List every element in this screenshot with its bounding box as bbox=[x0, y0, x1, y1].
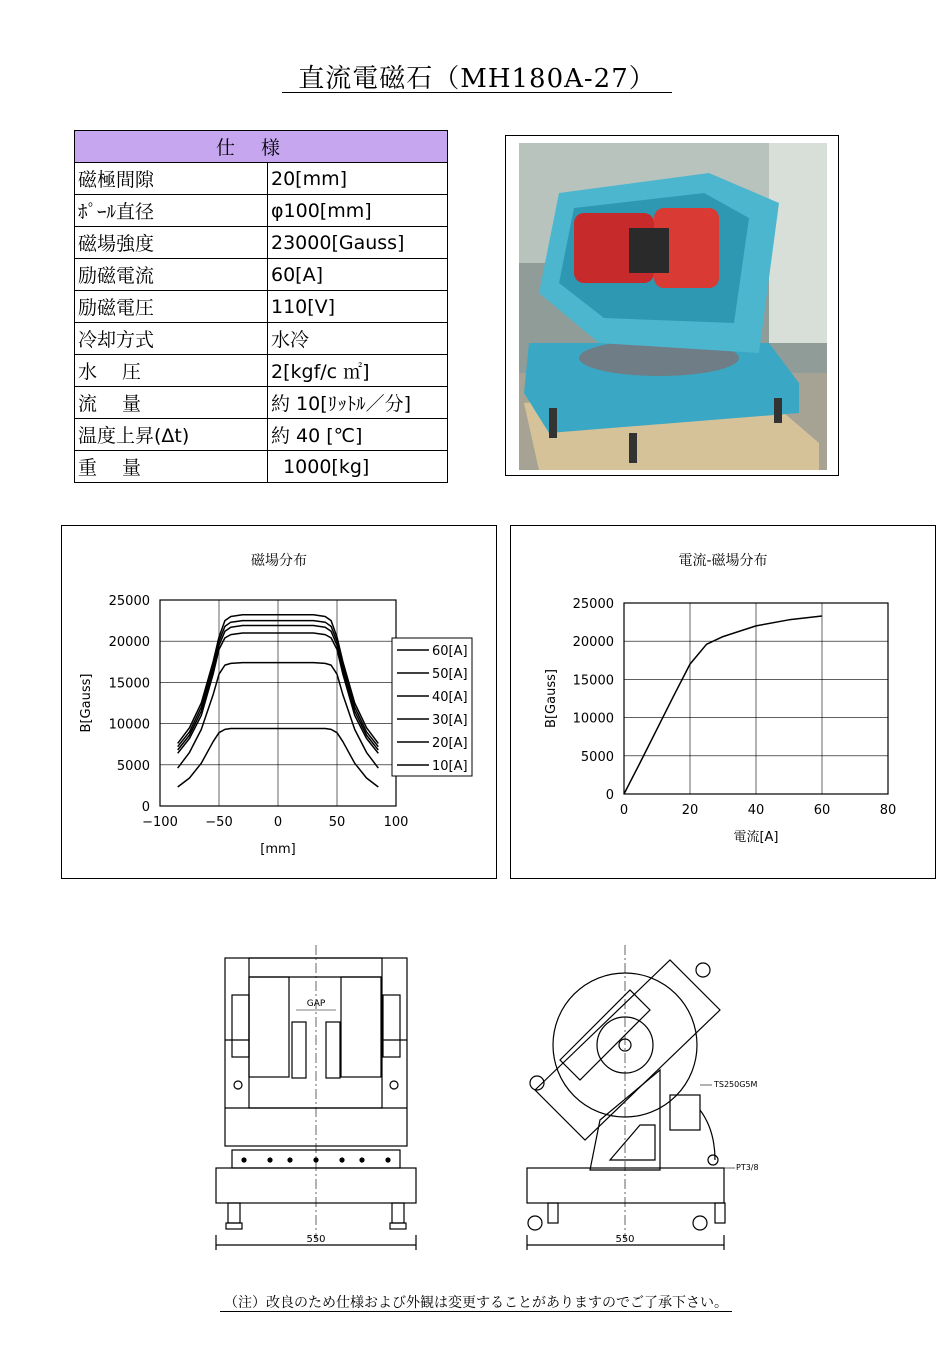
legend-label: 50[A] bbox=[432, 667, 468, 682]
spec-row bbox=[75, 323, 448, 355]
spec-row bbox=[75, 227, 448, 259]
spec-row bbox=[75, 163, 448, 195]
x-tick-label: −50 bbox=[205, 815, 233, 830]
spec-header: 仕様 bbox=[75, 131, 448, 163]
y-axis-label: B[Gauss] bbox=[79, 673, 94, 733]
technical-drawing bbox=[0, 940, 952, 1270]
y-tick-label: 5000 bbox=[580, 749, 614, 765]
current-field-chart bbox=[510, 525, 936, 879]
chart-1-svg bbox=[62, 526, 495, 877]
x-tick-label: 20 bbox=[681, 803, 699, 818]
series-line bbox=[624, 616, 822, 794]
callout-ts: TS250G5M bbox=[714, 1080, 758, 1089]
y-tick-label: 10000 bbox=[572, 711, 614, 727]
spec-value: 60[A] bbox=[268, 259, 448, 291]
y-axis-label: B[Gauss] bbox=[544, 669, 559, 728]
spec-value: 水冷 bbox=[268, 323, 448, 355]
legend-label: 30[A] bbox=[432, 713, 468, 728]
y-tick-label: 15000 bbox=[108, 676, 150, 692]
y-tick-label: 25000 bbox=[108, 594, 150, 609]
chart-title: 磁場分布 bbox=[251, 553, 307, 569]
spec-row bbox=[75, 291, 448, 323]
side-dimension: 550 bbox=[615, 1234, 635, 1245]
footnote bbox=[0, 1292, 952, 1312]
spec-key: 水 圧 bbox=[75, 355, 268, 387]
spec-key: 重 量 bbox=[75, 451, 268, 483]
spec-key: 流 量 bbox=[75, 387, 268, 419]
x-tick-label: 0 bbox=[273, 815, 283, 830]
spec-value: 110[V] bbox=[268, 291, 448, 323]
spec-value: 2[kgf/c ㎡] bbox=[268, 355, 448, 387]
spec-key: 励磁電圧 bbox=[75, 291, 268, 323]
spec-key: 冷却方式 bbox=[75, 323, 268, 355]
spec-value: 1000[kg] bbox=[268, 451, 448, 483]
x-axis-label: 電流[A] bbox=[733, 830, 779, 845]
y-tick-label: 25000 bbox=[572, 597, 614, 612]
spec-row bbox=[75, 387, 448, 419]
footnote-text: （注）改良のため仕様および外観は変更することがありますのでご了承下さい。 bbox=[220, 1295, 732, 1312]
y-tick-label: 10000 bbox=[108, 717, 150, 733]
y-tick-label: 0 bbox=[141, 800, 150, 815]
x-tick-label: 50 bbox=[328, 815, 346, 830]
x-tick-label: 100 bbox=[383, 815, 409, 830]
x-tick-label: 40 bbox=[747, 803, 765, 818]
legend-label: 60[A] bbox=[432, 644, 468, 659]
spec-value: 23000[Gauss] bbox=[268, 227, 448, 259]
spec-value: 約 40 [℃] bbox=[268, 419, 448, 451]
x-tick-label: 0 bbox=[619, 803, 629, 818]
y-tick-label: 20000 bbox=[108, 635, 150, 651]
spec-key: ﾎﾟｰﾙ直径 bbox=[75, 195, 268, 227]
spec-row bbox=[75, 259, 448, 291]
y-tick-label: 15000 bbox=[572, 673, 614, 689]
spec-value: 約 10[ﾘｯﾄﾙ／分] bbox=[268, 387, 448, 419]
legend-label: 20[A] bbox=[432, 736, 468, 751]
chart-title: 電流-磁場分布 bbox=[678, 553, 768, 569]
side-view bbox=[527, 945, 735, 1250]
spec-row bbox=[75, 451, 448, 483]
spec-row bbox=[75, 195, 448, 227]
spec-table bbox=[74, 130, 448, 483]
x-tick-label: 80 bbox=[879, 803, 897, 818]
legend-label: 10[A] bbox=[432, 759, 468, 774]
spec-key: 磁場強度 bbox=[75, 227, 268, 259]
x-tick-label: 60 bbox=[813, 803, 831, 818]
y-tick-label: 5000 bbox=[116, 758, 150, 774]
y-tick-label: 0 bbox=[605, 788, 614, 803]
chart-2-svg bbox=[511, 526, 934, 877]
spec-row bbox=[75, 419, 448, 451]
page-title: 直流電磁石（MH180A-27） bbox=[282, 58, 672, 93]
electromagnet-photo bbox=[519, 143, 827, 470]
spec-key: 磁極間隙 bbox=[75, 163, 268, 195]
gap-label: GAP bbox=[306, 999, 326, 1009]
spec-row bbox=[75, 355, 448, 387]
x-tick-label: −100 bbox=[142, 815, 178, 830]
x-axis-label: [mm] bbox=[260, 842, 296, 857]
spec-value: 20[mm] bbox=[268, 163, 448, 195]
front-view bbox=[216, 945, 416, 1250]
photo-frame bbox=[505, 135, 839, 476]
front-dimension: 550 bbox=[306, 1234, 326, 1245]
spec-key: 温度上昇(Δt) bbox=[75, 419, 268, 451]
spec-value: φ100[mm] bbox=[268, 195, 448, 227]
legend-label: 40[A] bbox=[432, 690, 468, 705]
y-tick-label: 20000 bbox=[572, 635, 614, 651]
spec-key: 励磁電流 bbox=[75, 259, 268, 291]
callout-pt: PT3/8 bbox=[736, 1163, 759, 1172]
field-distribution-chart bbox=[61, 525, 497, 879]
